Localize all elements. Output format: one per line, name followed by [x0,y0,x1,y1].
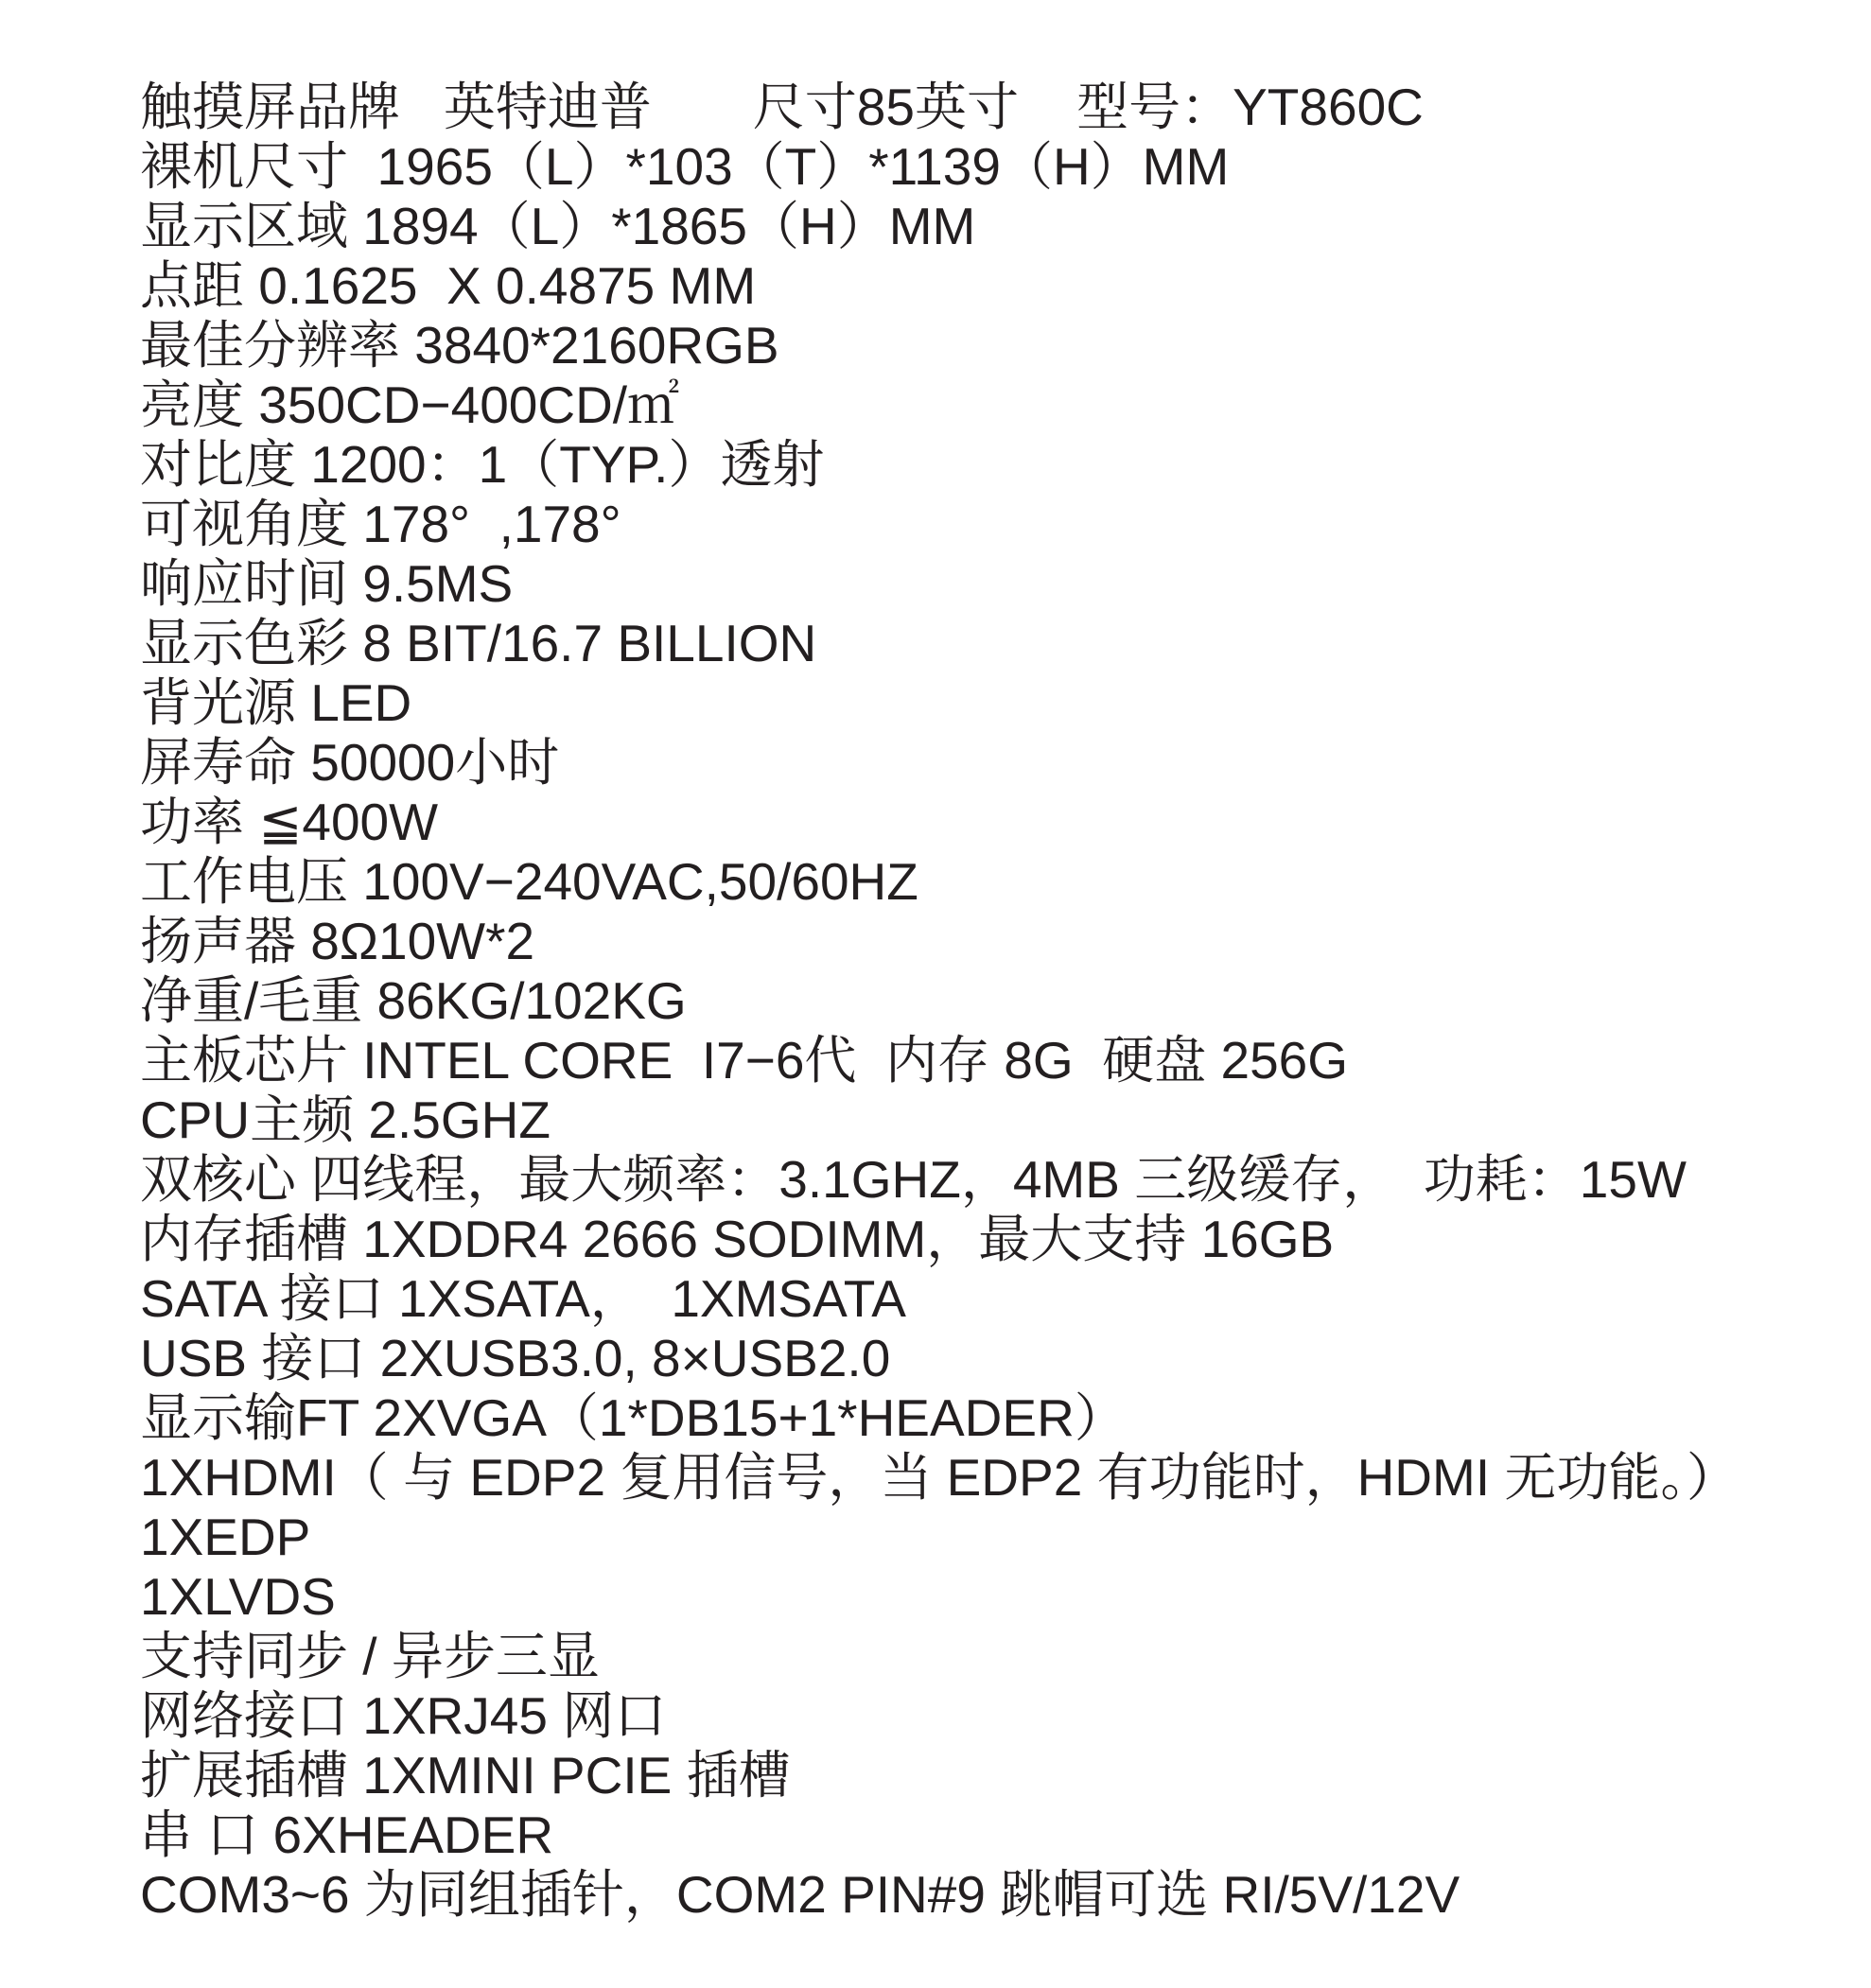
spec-line-edp: 1XEDP [140,1508,311,1566]
spec-line-hdmi: 1XHDMI（ 与 EDP2 复用信号，当 EDP2 有功能时，HDMI 无功能。） [140,1448,1739,1507]
spec-line-serial-port: 串 口 6XHEADER [140,1805,554,1864]
spec-line-screen-life: 屏寿命 50000小时 [140,733,560,792]
spec-line-network: 网络接口 1XRJ45 网口 [140,1686,667,1745]
spec-line-speaker: 扬声器 8Ω10W*2 [140,912,535,970]
spec-line-backlight: 背光源 LED [140,673,412,732]
spec-line-bare-size: 裸机尺寸 1965（L）*103（T）*1139（H）MM [140,137,1230,196]
spec-line-display-area: 显示区域 1894（L）*1865（H）MM [140,197,976,255]
spec-line-weight: 净重/毛重 86KG/102KG [140,971,687,1030]
spec-line-lvds: 1XLVDS [140,1567,336,1626]
spec-line-multi-display: 支持同步 / 异步三显 [140,1627,600,1685]
spec-line-brightness: 亮度 350CD−400CD/㎡ [140,375,680,434]
spec-line-pixel-pitch: 点距 0.1625 X 0.4875 MM [140,256,757,315]
spec-line-contrast: 对比度 1200：1（TYP.）透射 [140,435,825,494]
spec-line-cpu-frequency: CPU主频 2.5GHZ [140,1090,551,1149]
spec-line-expansion: 扩展插槽 1XMINI PCIE 插槽 [140,1746,791,1805]
spec-sheet [140,78,1843,1925]
spec-line-display-color: 显示色彩 8 BIT/16.7 BILLION [140,614,817,672]
spec-line-resolution: 最佳分辨率 3840*2160RGB [140,316,779,375]
spec-line-power: 功率 ≦400W [140,793,439,851]
spec-line-usb: USB 接口 2XUSB3.0, 8×USB2.0 [140,1329,891,1387]
spec-line-display-output: 显示输FT 2XVGA（1*DB15+1*HEADER） [140,1388,1127,1447]
spec-line-memory-slot: 内存插槽 1XDDR4 2666 SODIMM，最大支持 16GB [140,1210,1335,1268]
spec-line-viewing-angle: 可视角度 178° ,178° [140,495,621,553]
spec-line-voltage: 工作电压 100V−240VAC,50/60HZ [140,852,918,911]
spec-line-mainboard: 主板芯片 INTEL CORE I7−6代 内存 8G 硬盘 256G [140,1031,1349,1090]
spec-line-sata: SATA 接口 1XSATA， 1XMSATA [140,1269,906,1328]
spec-line-touchscreen-brand: 触摸屏品牌 英特迪普 尺寸85英寸 型号：YT860C [140,78,1424,136]
spec-line-com-pins: COM3~6 为同组插针，COM2 PIN#9 跳帽可选 RI/5V/12V [140,1865,1460,1924]
spec-line-cpu-cores: 双核心 四线程，最大频率：3.1GHZ，4MB 三级缓存， 功耗：15W [140,1150,1687,1209]
spec-line-response-time: 响应时间 9.5MS [140,554,514,613]
